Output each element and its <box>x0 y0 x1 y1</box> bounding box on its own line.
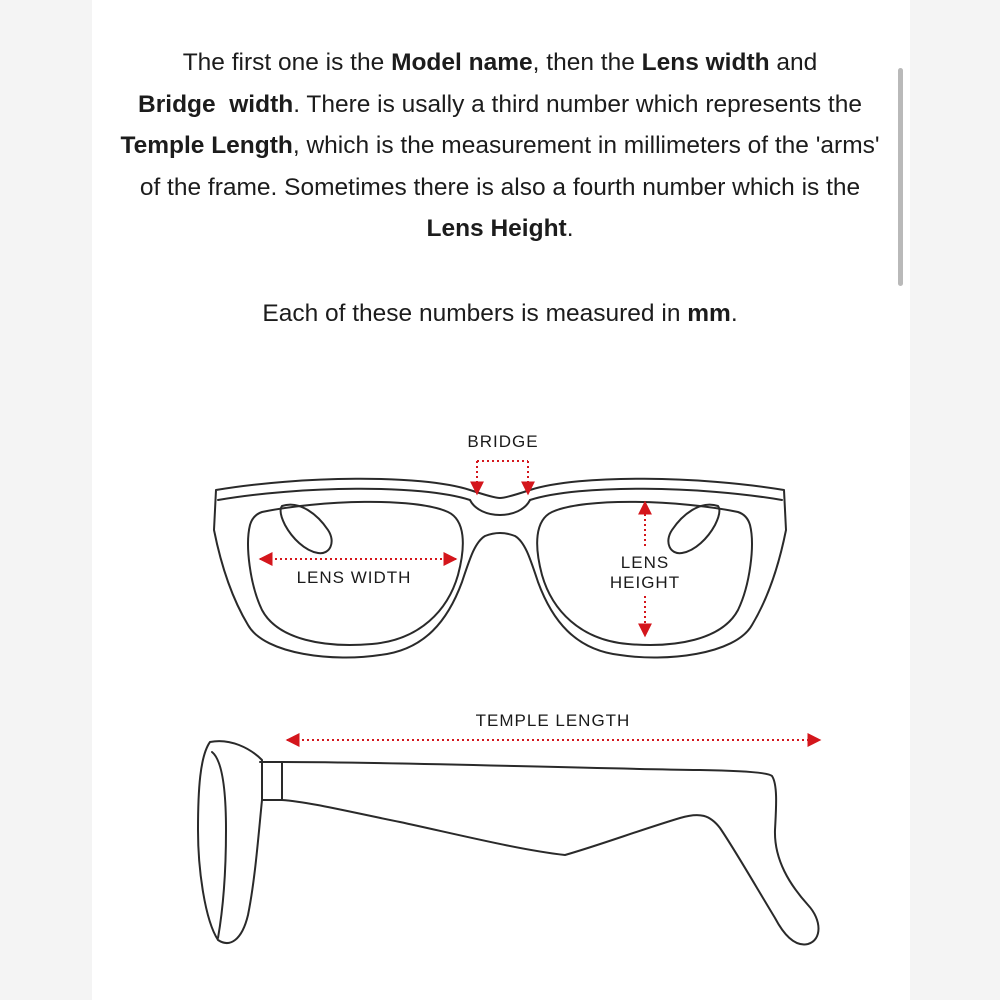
temple-length-label: TEMPLE LENGTH <box>475 711 631 730</box>
lens-height-label-line1: LENS <box>620 553 670 572</box>
intro-bold-model-name: Model name <box>391 49 533 76</box>
intro-text-3: and <box>769 49 818 76</box>
lens-width-label: LENS WIDTH <box>296 568 412 587</box>
intro-text-1: The first one is the <box>182 49 392 76</box>
intro-text-5: , which is the measurement in millimeters of the 'arms' of the frame. Sometimes there is also a fourth number which is the <box>139 132 880 201</box>
right-nose-pad <box>668 505 719 554</box>
intro-bold-lens-width: Lens width <box>641 49 770 76</box>
hinge-block <box>260 762 282 800</box>
bridge-curve <box>470 500 530 515</box>
units-bold-mm: mm <box>687 300 731 327</box>
intro-bold-bridge-width: Bridge width <box>138 90 294 118</box>
bridge-label: BRIDGE <box>467 432 539 451</box>
intro-bold-lens-height: Lens Height <box>426 215 567 242</box>
frame-side-inner-edge <box>212 752 226 938</box>
bridge-arrow <box>477 461 528 494</box>
glasses-side-view <box>198 741 819 944</box>
temple-arm <box>282 762 819 944</box>
frame-side-profile <box>198 741 262 943</box>
intro-text-6: . <box>566 215 574 242</box>
intro-text-4: . There is usally a third number which represents the <box>293 90 862 118</box>
units-text-1: Each of these numbers is measured in <box>262 300 688 327</box>
intro-bold-temple-length: Temple Length <box>120 132 293 159</box>
units-text-2: . <box>730 300 738 327</box>
intro-text-2: , then the <box>532 49 642 76</box>
left-nose-pad <box>281 505 332 554</box>
lens-height-label-line2: HEIGHT <box>609 573 681 592</box>
